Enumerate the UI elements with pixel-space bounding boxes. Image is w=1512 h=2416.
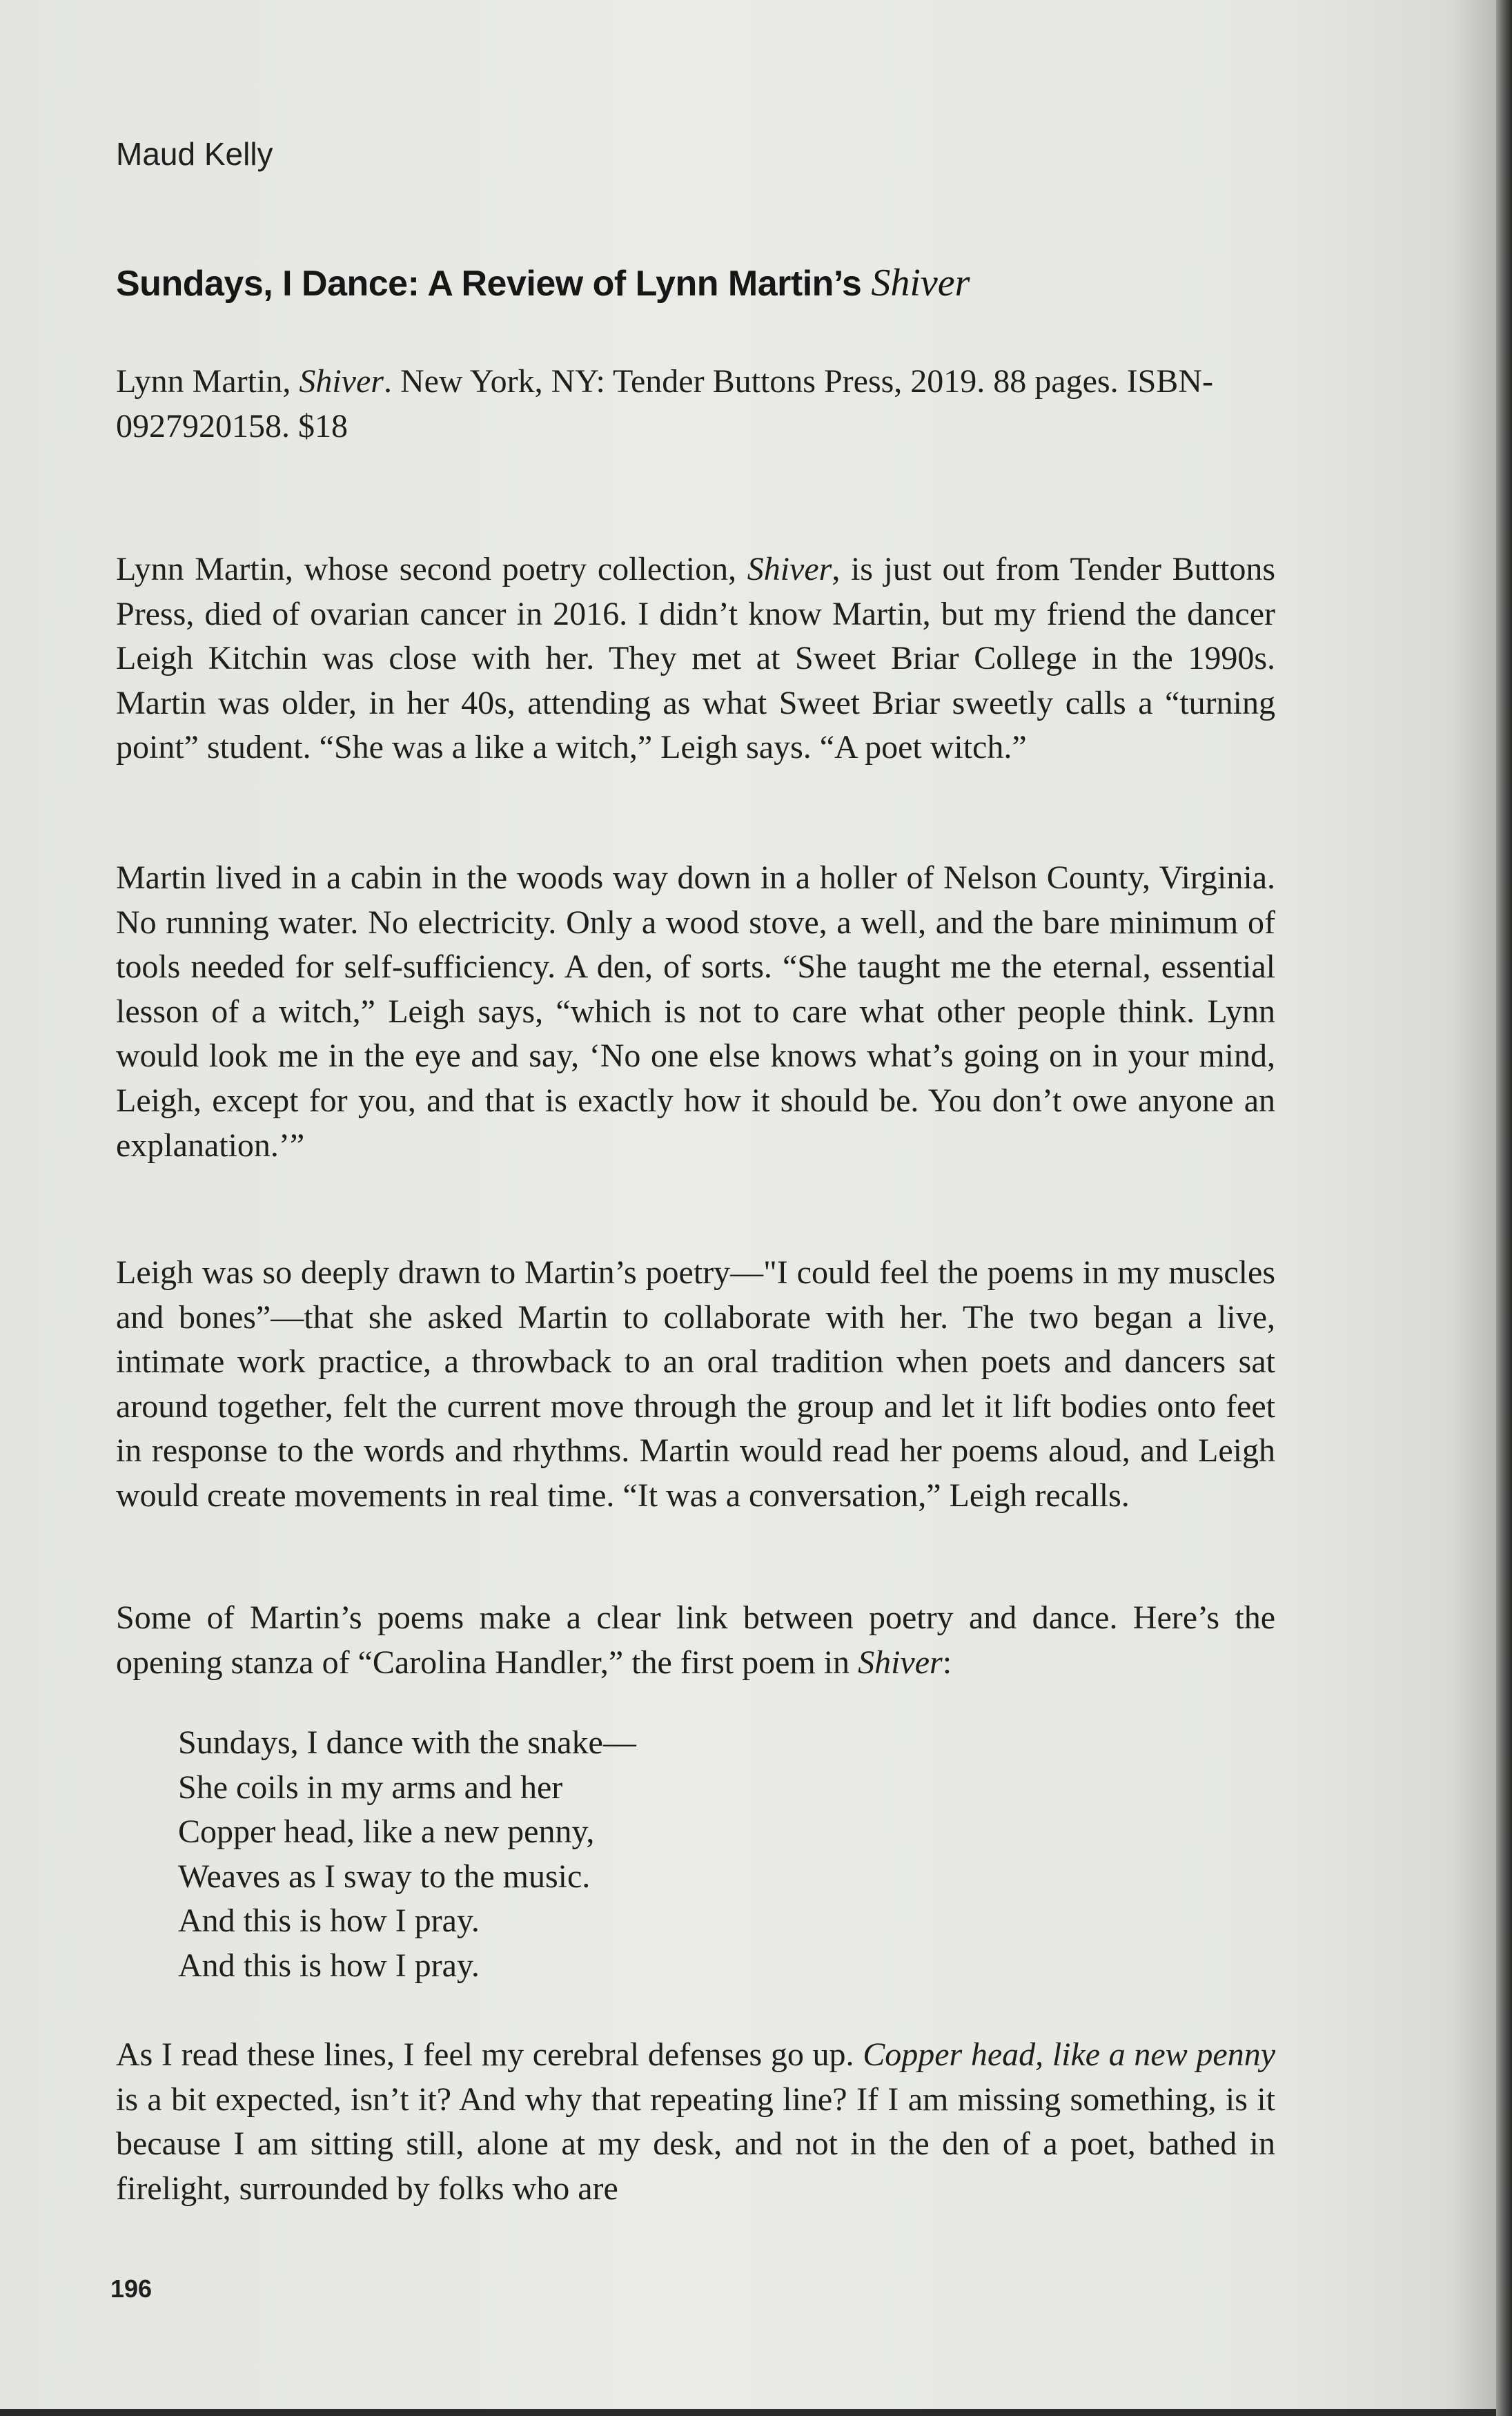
paragraph-4-book: Shiver xyxy=(858,1644,943,1681)
page-edge-shadow xyxy=(1496,0,1512,2416)
citation-details: . New York, NY: Tender Buttons Press, 2019. 88 pages. ISBN-0927920158. $18 xyxy=(116,363,1213,445)
running-head: Maud Kelly xyxy=(116,136,273,172)
paragraph-4-part-a: Some of Martin’s poems make a clear link between poetry and dance. Here’s the opening stanza of “Carolina Handler,” the first poem in xyxy=(116,1599,1275,1681)
poem-line: Copper head, like a new penny, xyxy=(178,1813,595,1851)
book-citation xyxy=(116,360,1275,449)
paragraph-4 xyxy=(116,1596,1275,1685)
paragraph-5-quote: Copper head, like a new penny xyxy=(863,2036,1276,2073)
paragraph-1-book: Shiver xyxy=(747,551,832,587)
poem-line: And this is how I pray. xyxy=(178,1902,480,1940)
citation-book: Shiver xyxy=(299,363,384,400)
paragraph-1 xyxy=(116,547,1275,770)
page-number: 196 xyxy=(110,2274,153,2303)
review-title-book: Shiver xyxy=(871,262,970,304)
review-title-main: Sundays, I Dance: A Review of Lynn Martin’s xyxy=(116,264,872,304)
poem-line: Sundays, I dance with the snake— xyxy=(178,1724,636,1761)
paragraph-2: Martin lived in a cabin in the woods way down in a holler of Nelson County, Virginia. No running water. No electricity. Only a wood stove, a well, and the bare minimum of tools needed for self-sufficiency. A den, of sorts. “She taught me the eternal, essential lesson of a witch,” Leigh says, “which is not to care what other people think. Lynn would look me in the eye and say, ‘No one else knows what’s going on in your mind, Leigh, except for you, and that is exactly how it should be. You don’t owe anyone an explanation.’” xyxy=(116,859,1275,1164)
poem-line: And this is how I pray. xyxy=(178,1947,480,1984)
paragraph-1-part-a: Lynn Martin, whose second poetry collection, xyxy=(116,551,747,587)
paragraph-4-part-b: : xyxy=(942,1644,952,1681)
paragraph-5-part-a: As I read these lines, I feel my cerebral defenses go up. xyxy=(116,2036,863,2073)
citation-author: Lynn Martin, xyxy=(116,363,300,400)
poem-stanza xyxy=(178,1721,636,1989)
paragraph-1-part-b: , is just out from Tender Buttons Press, died of ovarian cancer in 2016. I didn’t know Martin, but my friend the dancer Leigh Kitchin was close with her. They met at Sweet Briar College in the 1990s. Martin was older, in her 40s, attending as what Sweet Briar sweetly calls a “turning point” student. “She was a like a witch,” Leigh says. “A poet witch.” xyxy=(116,551,1275,766)
poem-line: She coils in my arms and her xyxy=(178,1769,563,1806)
poem-line: Weaves as I sway to the music. xyxy=(178,1858,591,1895)
paragraph-5-part-b: is a bit expected, isn’t it? And why that repeating line? If I am missing something, is it because I am sitting still, alone at my desk, and not in the den of a poet, bathed in firelight, surrounded by folks who are xyxy=(116,2081,1275,2207)
paragraph-3: Leigh was so deeply drawn to Martin’s poetry—"I could feel the poems in my muscles and bones”—that she asked Martin to collaborate with her. The two began a live, intimate work practice, a throwback to an oral tradition when poets and dancers sat around together, felt the current move through the group and let it lift bodies onto feet in response to the words and rhythms. Martin would read her poems aloud, and Leigh would create movements in real time. “It was a conversation,” Leigh recalls. xyxy=(116,1254,1275,1514)
review-title xyxy=(116,261,970,305)
paragraph-5 xyxy=(116,2033,1275,2211)
